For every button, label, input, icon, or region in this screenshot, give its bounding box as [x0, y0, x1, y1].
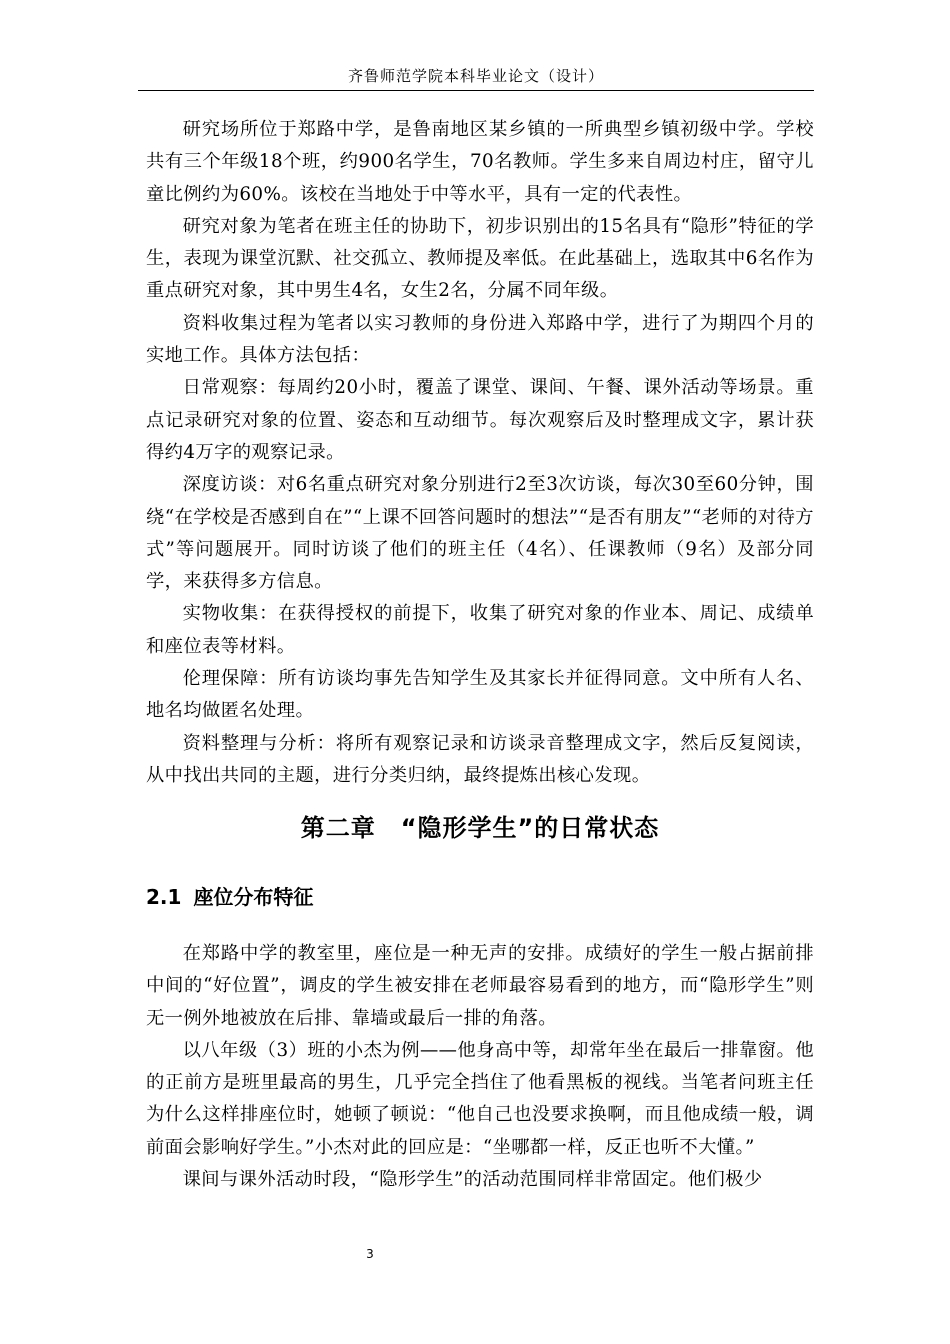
paragraph-data-collection: 资料收集过程为笔者以实习教师的身份进入郑路中学，进行了为期四个月的实地工作。具体方法包括： [146, 312, 814, 367]
running-header: 齐鲁师范学院本科毕业论文（设计） [347, 67, 604, 85]
chapter-title: 第二章 “隐形学生”的日常状态 [300, 814, 660, 842]
paragraph-seating-arrangement: 在郑路中学的教室里，座位是一种无声的安排。成绩好的学生一般占据前排中间的“好位置”，调皮的学生被安排在老师最容易看到的地方，而“隐形学生”则无一例外地被放在后排、靠墙或最后一排的角落。 [146, 943, 814, 1029]
paragraph-analysis: 资料整理与分析：将所有观察记录和访谈录音整理成文字，然后反复阅读，从中找出共同的主题，进行分类归纳，最终提炼出核心发现。 [146, 732, 814, 786]
section-heading [146, 882, 814, 912]
paragraph-material-collection: 实物收集：在获得授权的前提下，收集了研究对象的作业本、周记、成绩单和座位表等材料。 [146, 603, 814, 657]
paragraph-case-xiaojie: 以八年级（3）班的小杰为例——他身高中等，却常年坐在最后一排靠窗。他的正前方是班里最高的男生，几乎完全挡住了他看黑板的视线。当笔者问班主任为什么这样排座位时，她顿了顿说：“他自己也没要求换啊，而且他成绩一般，调前面会影响好学生。”小杰对此的回应是：“坐哪都一样，反正也听不大懂。” [146, 1039, 814, 1158]
section-title-text: 座位分布特征 [193, 885, 314, 909]
page-number: 3 [366, 1247, 374, 1261]
section-body-seating [146, 938, 814, 1196]
header-rule [138, 90, 814, 91]
section-body-methods [146, 114, 814, 792]
section-number: 2.1 [146, 885, 182, 909]
paragraph-research-site: 研究场所位于郑路中学，是鲁南地区某乡镇的一所典型乡镇初级中学。学校共有三个年级18个班，约900名学生，70名教师。学生多来自周边村庄，留守儿童比例约为60%。该校在当地处于中等水平，具有一定的代表性。 [146, 119, 814, 205]
paragraph-daily-observation: 日常观察：每周约20小时，覆盖了课堂、课间、午餐、课外活动等场景。重点记录研究对象的位置、姿态和互动细节。每次观察后及时整理成文字，累计获得约4万字的观察记录。 [146, 377, 814, 463]
paragraph-in-depth-interview: 深度访谈：对6名重点研究对象分别进行2至3次访谈，每次30至60分钟，围绕“在学校是否感到自在”“上课不回答问题时的想法”“是否有朋友”“老师的对待方式”等问题展开。同时访谈了他们的班主任（4名）、任课教师（9名）及部分同学，来获得多方信息。 [146, 474, 814, 593]
paragraph-ethics: 伦理保障：所有访谈均事先告知学生及其家长并征得同意。文中所有人名、地名均做匿名处理。 [146, 668, 814, 722]
paragraph-research-subjects: 研究对象为笔者在班主任的协助下，初步识别出的15名具有“隐形”特征的学生，表现为课堂沉默、社交孤立、教师提及率低。在此基础上，选取其中6名作为重点研究对象，其中男生4名，女生2名，分属不同年级。 [146, 215, 814, 302]
paragraph-activity-range: 课间与课外活动时段，“隐形学生”的活动范围同样非常固定。他们极少 [182, 1169, 763, 1191]
